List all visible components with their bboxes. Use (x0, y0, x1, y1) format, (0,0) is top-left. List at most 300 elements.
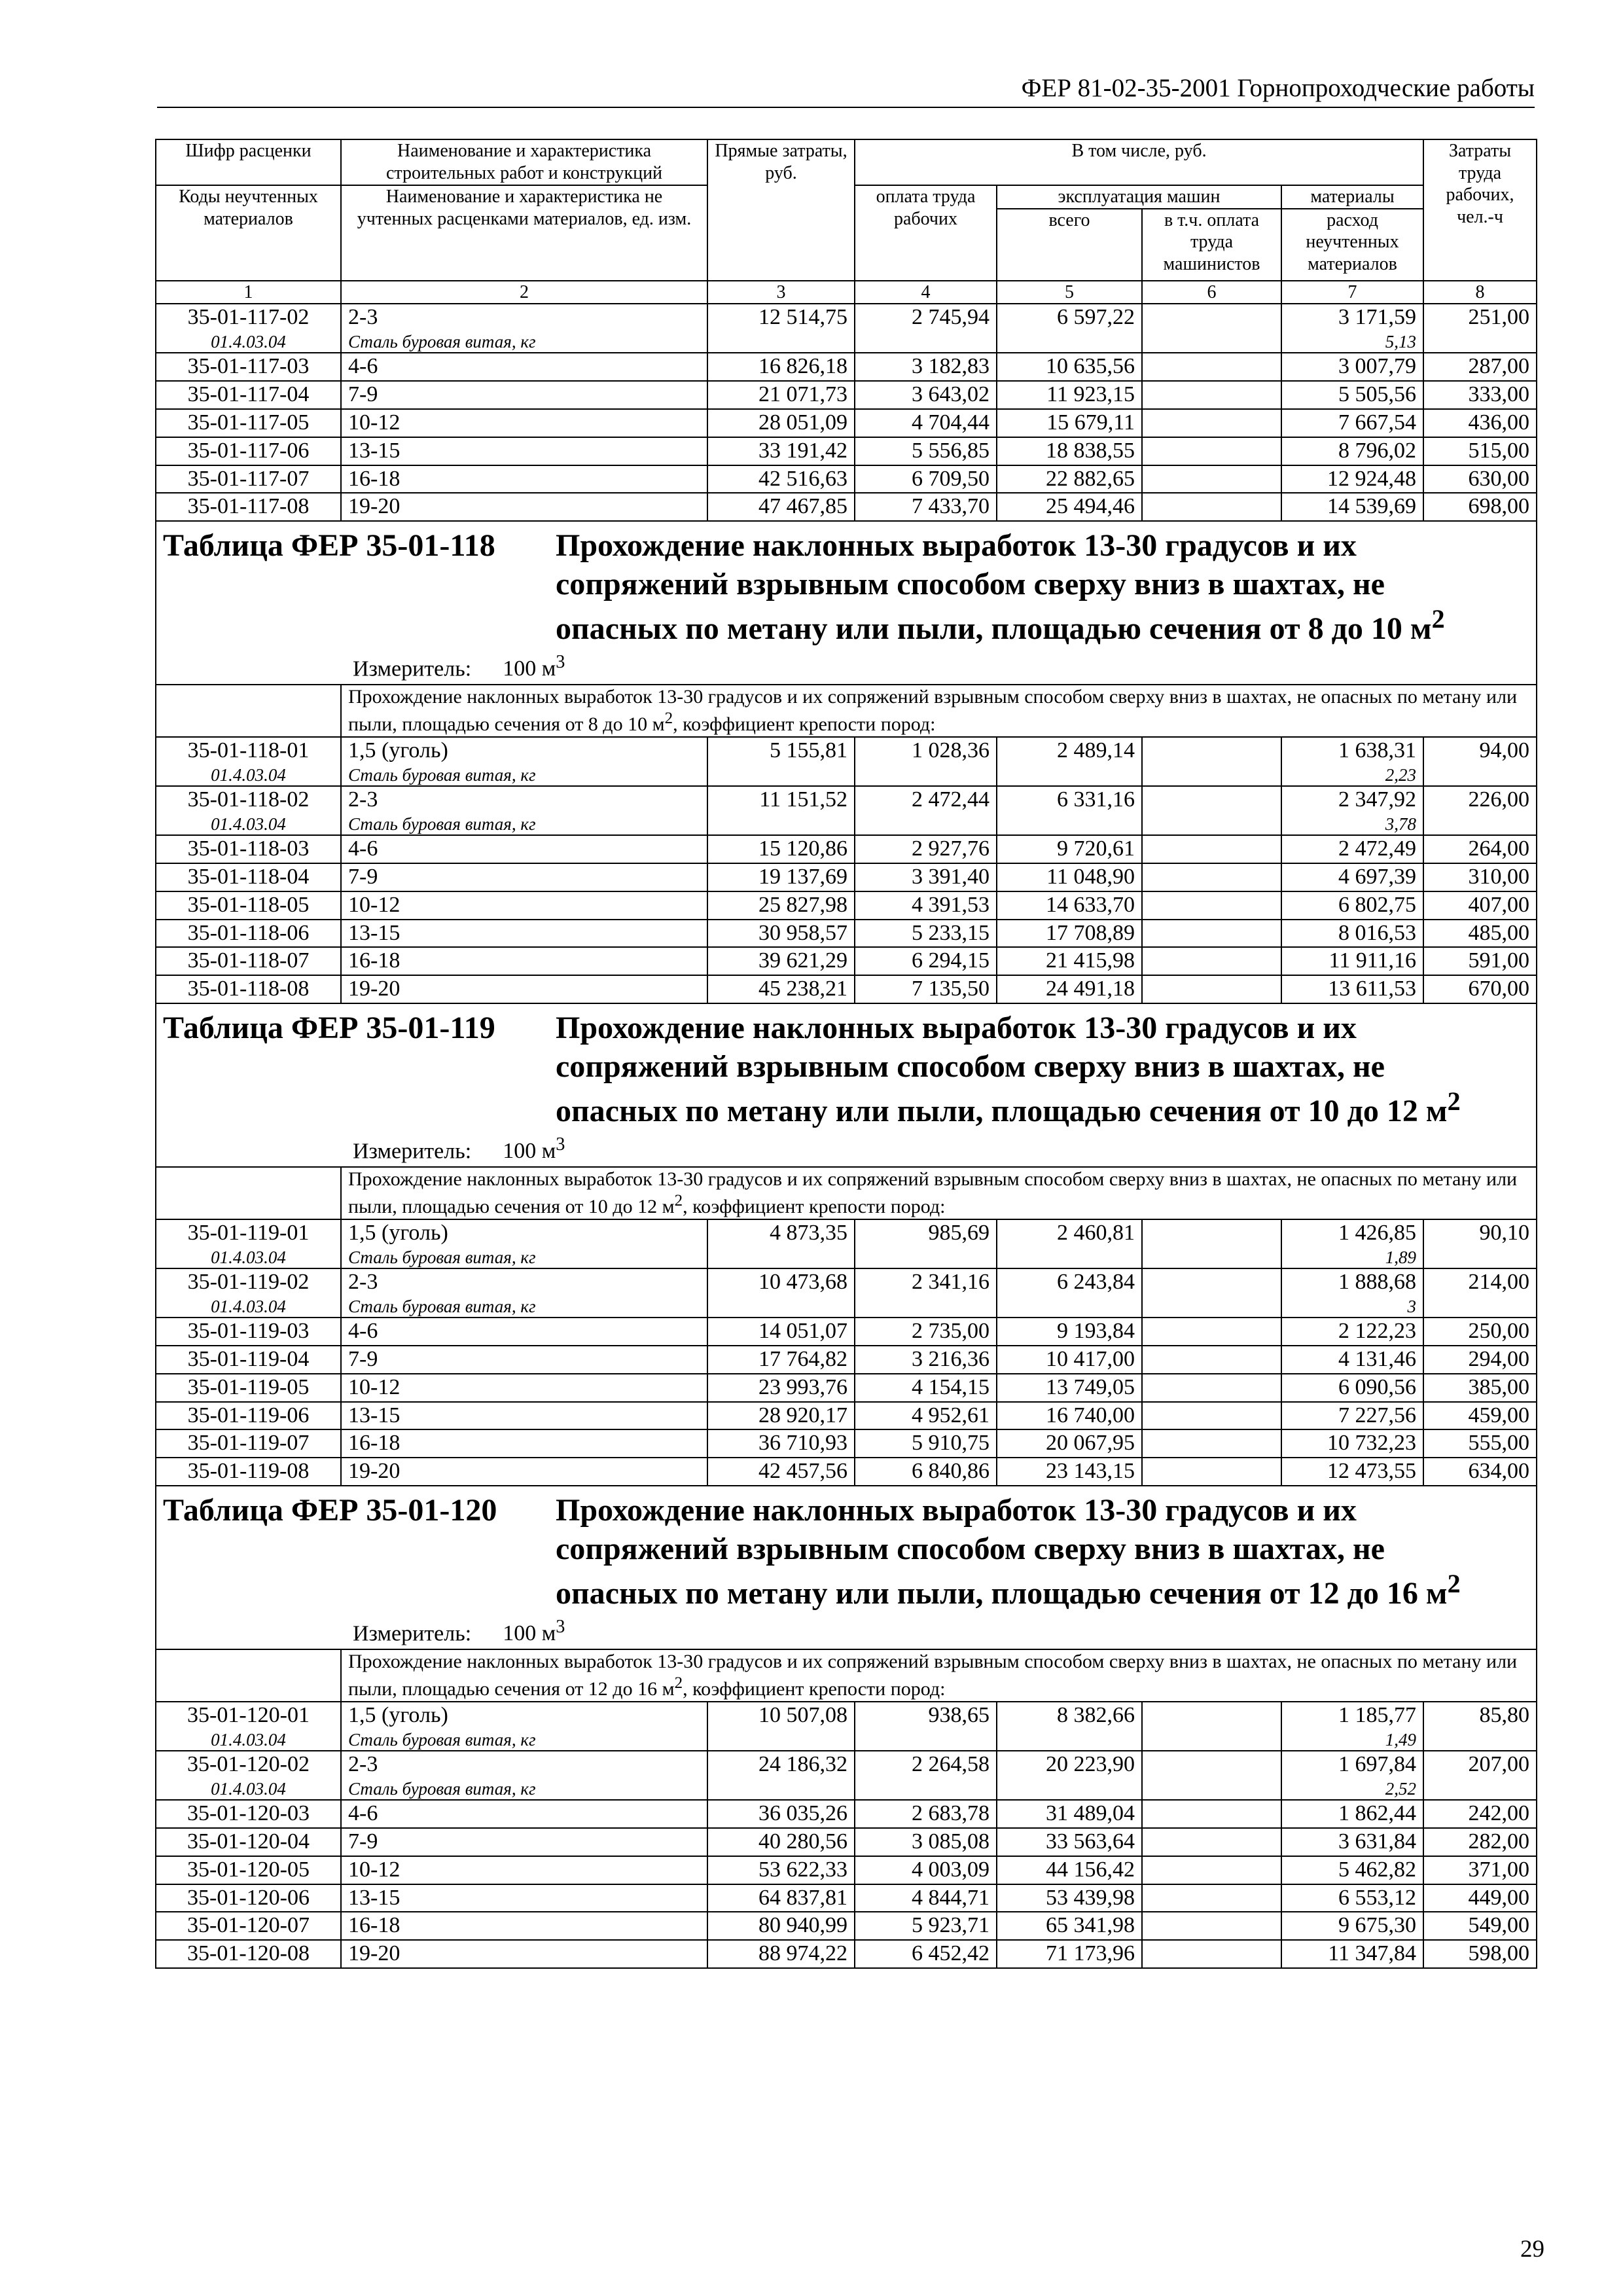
machinists-pay (1142, 1458, 1281, 1486)
rate-code: 35-01-120-01 (156, 1702, 341, 1729)
table-row (156, 975, 1537, 1003)
table-row (156, 1940, 1537, 1968)
empty-cell (1423, 814, 1537, 835)
work-name: 2-3 (341, 786, 707, 814)
direct-costs: 10 473,68 (707, 1268, 855, 1296)
table-row (156, 465, 1537, 493)
materials-cost: 2 472,49 (1281, 835, 1423, 863)
direct-costs: 39 621,29 (707, 947, 855, 975)
table-title-line-text: Прохождение наклонных выработок 13-30 градусов и их (556, 1493, 1357, 1528)
direct-costs: 12 514,75 (707, 304, 855, 331)
table-title-block (156, 1003, 1537, 1167)
table-title-line-text: Прохождение наклонных выработок 13-30 градусов и их (556, 1011, 1357, 1046)
machinists-pay (1142, 1940, 1281, 1968)
machines-total: 9 193,84 (997, 1318, 1142, 1346)
description-empty-cell (156, 685, 341, 737)
labor-hours: 214,00 (1423, 1268, 1537, 1296)
direct-costs: 24 186,32 (707, 1751, 855, 1778)
empty-cell (855, 1729, 997, 1751)
labor-hours: 207,00 (1423, 1751, 1537, 1778)
work-name: 19-20 (341, 1458, 707, 1486)
machines-total: 22 882,65 (997, 465, 1142, 493)
table-title-line (556, 603, 1529, 649)
materials-cost: 3 171,59 (1281, 304, 1423, 331)
labor-pay: 2 264,58 (855, 1751, 997, 1778)
labor-hours: 287,00 (1423, 353, 1537, 381)
labor-hours: 407,00 (1423, 891, 1537, 920)
table-title-row (156, 1486, 1537, 1649)
material-row (156, 814, 1537, 835)
rate-code: 35-01-119-05 (156, 1374, 341, 1402)
material-name: Сталь буровая витая, кг (341, 331, 707, 353)
empty-cell (1142, 1247, 1281, 1268)
empty-cell (997, 764, 1142, 786)
direct-costs: 28 051,09 (707, 409, 855, 437)
table-row (156, 1702, 1537, 1729)
labor-pay: 2 341,16 (855, 1268, 997, 1296)
labor-hours: 264,00 (1423, 835, 1537, 863)
table-title (163, 527, 1529, 649)
description-superscript: 2 (674, 1191, 683, 1210)
work-name: 2-3 (341, 1268, 707, 1296)
column-number: 5 (997, 281, 1142, 304)
table-title-line (556, 1530, 1529, 1569)
rate-code: 35-01-119-01 (156, 1219, 341, 1247)
work-name: 13-15 (341, 920, 707, 948)
labor-pay: 3 085,08 (855, 1828, 997, 1856)
machinists-pay (1142, 1912, 1281, 1940)
table-row (156, 353, 1537, 381)
work-name: 13-15 (341, 437, 707, 465)
empty-cell (1423, 331, 1537, 353)
direct-costs: 64 837,81 (707, 1884, 855, 1912)
direct-costs: 45 238,21 (707, 975, 855, 1003)
table-row (156, 786, 1537, 814)
table-row (156, 1318, 1537, 1346)
table-title-line-text: опасных по метану или пыли, площадью сечения от 10 до 12 м (556, 1094, 1448, 1129)
machinists-pay (1142, 947, 1281, 975)
materials-cost: 4 697,39 (1281, 863, 1423, 891)
work-name: 7-9 (341, 381, 707, 409)
work-name: 7-9 (341, 1828, 707, 1856)
labor-hours: 385,00 (1423, 1374, 1537, 1402)
rate-code: 35-01-119-04 (156, 1346, 341, 1374)
labor-hours: 449,00 (1423, 1884, 1537, 1912)
material-row (156, 1778, 1537, 1800)
labor-hours: 698,00 (1423, 493, 1537, 521)
header-machines: эксплуатация машин (997, 185, 1281, 209)
rate-code: 35-01-117-05 (156, 409, 341, 437)
column-number: 1 (156, 281, 341, 304)
measure-unit (353, 1613, 1529, 1649)
material-code: 01.4.03.04 (156, 1729, 341, 1751)
material-quantity: 2,52 (1281, 1778, 1423, 1800)
table-title-line-text: Прохождение наклонных выработок 13-30 градусов и их (556, 528, 1357, 564)
work-name: 16-18 (341, 947, 707, 975)
empty-cell (997, 1296, 1142, 1318)
rate-code: 35-01-120-06 (156, 1884, 341, 1912)
machinists-pay (1142, 1702, 1281, 1729)
table-row (156, 409, 1537, 437)
machinists-pay (1142, 1856, 1281, 1884)
title-superscript: 2 (1447, 1086, 1461, 1117)
rate-code: 35-01-117-08 (156, 493, 341, 521)
rate-code: 35-01-118-06 (156, 920, 341, 948)
labor-hours: 591,00 (1423, 947, 1537, 975)
labor-hours: 226,00 (1423, 786, 1537, 814)
materials-cost: 5 462,82 (1281, 1856, 1423, 1884)
materials-cost: 2 122,23 (1281, 1318, 1423, 1346)
empty-cell (707, 1247, 855, 1268)
measure-value: 100 м (503, 1621, 556, 1645)
labor-hours: 242,00 (1423, 1800, 1537, 1828)
material-quantity: 1,49 (1281, 1729, 1423, 1751)
measure-value: 100 м (503, 656, 556, 681)
table-row (156, 920, 1537, 948)
materials-cost: 12 924,48 (1281, 465, 1423, 493)
table-row (156, 863, 1537, 891)
machines-total: 44 156,42 (997, 1856, 1142, 1884)
rate-code: 35-01-117-06 (156, 437, 341, 465)
title-superscript: 2 (1431, 604, 1445, 634)
header-work-name: Наименование и характеристика строительных работ и конструкций (341, 139, 707, 185)
machinists-pay (1142, 1800, 1281, 1828)
material-code: 01.4.03.04 (156, 1296, 341, 1318)
labor-hours: 515,00 (1423, 437, 1537, 465)
labor-pay: 6 840,86 (855, 1458, 997, 1486)
header-machinists-pay: в т.ч. оплата труда машинистов (1142, 209, 1281, 281)
materials-cost: 14 539,69 (1281, 493, 1423, 521)
table-row (156, 835, 1537, 863)
table-title-line-text: опасных по метану или пыли, площадью сечения от 8 до 10 м (556, 611, 1432, 647)
empty-cell (997, 1778, 1142, 1800)
table-row (156, 737, 1537, 764)
empty-cell (1142, 814, 1281, 835)
rate-code: 35-01-119-08 (156, 1458, 341, 1486)
rate-code: 35-01-120-08 (156, 1940, 341, 1968)
table-row (156, 1346, 1537, 1374)
header-materials-unaccounted: расход неучтенных материалов (1281, 209, 1423, 281)
work-name: 7-9 (341, 863, 707, 891)
labor-pay: 1 028,36 (855, 737, 997, 764)
machines-total: 14 633,70 (997, 891, 1142, 920)
machines-total: 15 679,11 (997, 409, 1142, 437)
materials-cost: 10 732,23 (1281, 1429, 1423, 1458)
header-material-codes: Коды неучтенных материалов (156, 185, 341, 281)
direct-costs: 33 191,42 (707, 437, 855, 465)
material-code: 01.4.03.04 (156, 1778, 341, 1800)
labor-hours: 459,00 (1423, 1402, 1537, 1430)
direct-costs: 53 622,33 (707, 1856, 855, 1884)
work-name: 4-6 (341, 1318, 707, 1346)
work-description-text: Прохождение наклонных выработок 13-30 градусов и их сопряжений взрывным способом сверху вниз в шахтах, не опасных по метану или пыли, площадью сечения от 12 до 16 м (348, 1650, 1518, 1700)
labor-pay: 4 952,61 (855, 1402, 997, 1430)
direct-costs: 28 920,17 (707, 1402, 855, 1430)
materials-cost: 9 675,30 (1281, 1912, 1423, 1940)
materials-cost: 2 347,92 (1281, 786, 1423, 814)
machinists-pay (1142, 1219, 1281, 1247)
machinists-pay (1142, 1374, 1281, 1402)
empty-cell (1423, 1729, 1537, 1751)
labor-pay: 7 135,50 (855, 975, 997, 1003)
machinists-pay (1142, 863, 1281, 891)
page-header: ФЕР 81-02-35-2001 Горнопроходческие работы (157, 73, 1535, 108)
machinists-pay (1142, 381, 1281, 409)
materials-cost: 1 185,77 (1281, 1702, 1423, 1729)
table-row (156, 304, 1537, 331)
direct-costs: 25 827,98 (707, 891, 855, 920)
materials-cost: 8 016,53 (1281, 920, 1423, 948)
rate-code: 35-01-118-02 (156, 786, 341, 814)
direct-costs: 88 974,22 (707, 1940, 855, 1968)
table-title (163, 1009, 1529, 1131)
empty-cell (707, 1296, 855, 1318)
empty-cell (855, 764, 997, 786)
table-number: Таблица ФЕР 35-01-118 (163, 528, 495, 564)
measure-label: Измеритель: (353, 1621, 472, 1645)
header-labor: Затраты труда рабочих, чел.-ч (1423, 139, 1537, 281)
machines-total: 25 494,46 (997, 493, 1142, 521)
header-materials: материалы (1281, 185, 1423, 209)
empty-cell (1142, 331, 1281, 353)
column-number: 7 (1281, 281, 1423, 304)
table-title-line (556, 1086, 1529, 1131)
work-name: 1,5 (уголь) (341, 1702, 707, 1729)
page-number: 29 (1520, 2236, 1544, 2263)
direct-costs: 17 764,82 (707, 1346, 855, 1374)
direct-costs: 42 516,63 (707, 465, 855, 493)
labor-pay: 7 433,70 (855, 493, 997, 521)
machines-total: 13 749,05 (997, 1374, 1142, 1402)
header-including: В том числе, руб. (855, 139, 1423, 185)
materials-cost: 1 862,44 (1281, 1800, 1423, 1828)
empty-cell (1142, 1296, 1281, 1318)
work-description-tail: , коэффициент крепости пород: (683, 1195, 946, 1217)
rate-code: 35-01-117-04 (156, 381, 341, 409)
labor-hours: 485,00 (1423, 920, 1537, 948)
materials-cost: 1 638,31 (1281, 737, 1423, 764)
rate-code: 35-01-118-04 (156, 863, 341, 891)
empty-cell (707, 764, 855, 786)
machines-total: 8 382,66 (997, 1702, 1142, 1729)
direct-costs: 47 467,85 (707, 493, 855, 521)
labor-hours: 670,00 (1423, 975, 1537, 1003)
labor-hours: 250,00 (1423, 1318, 1537, 1346)
labor-pay: 2 745,94 (855, 304, 997, 331)
machines-total: 20 067,95 (997, 1429, 1142, 1458)
work-name: 10-12 (341, 1374, 707, 1402)
materials-cost: 11 347,84 (1281, 1940, 1423, 1968)
empty-cell (1142, 1729, 1281, 1751)
material-row (156, 764, 1537, 786)
material-row (156, 1296, 1537, 1318)
labor-hours: 634,00 (1423, 1458, 1537, 1486)
work-name: 10-12 (341, 409, 707, 437)
table-row (156, 1828, 1537, 1856)
materials-cost: 6 090,56 (1281, 1374, 1423, 1402)
machines-total: 33 563,64 (997, 1828, 1142, 1856)
material-quantity: 3 (1281, 1296, 1423, 1318)
direct-costs: 15 120,86 (707, 835, 855, 863)
table-number: Таблица ФЕР 35-01-119 (163, 1011, 495, 1046)
labor-hours: 294,00 (1423, 1346, 1537, 1374)
table-row (156, 1268, 1537, 1296)
work-name: 13-15 (341, 1402, 707, 1430)
machines-total: 53 439,98 (997, 1884, 1142, 1912)
direct-costs: 5 155,81 (707, 737, 855, 764)
labor-hours: 549,00 (1423, 1912, 1537, 1940)
labor-pay: 3 643,02 (855, 381, 997, 409)
machines-total: 10 417,00 (997, 1346, 1142, 1374)
table-body (156, 304, 1537, 1968)
empty-cell (707, 331, 855, 353)
labor-pay: 938,65 (855, 1702, 997, 1729)
labor-pay: 3 391,40 (855, 863, 997, 891)
table-title-row (156, 1003, 1537, 1167)
table-title-text (556, 1009, 1529, 1131)
empty-cell (855, 331, 997, 353)
labor-pay: 985,69 (855, 1219, 997, 1247)
labor-pay: 5 910,75 (855, 1429, 997, 1458)
material-code: 01.4.03.04 (156, 764, 341, 786)
work-description (341, 685, 1537, 737)
table-title-text (556, 527, 1529, 649)
empty-cell (855, 1296, 997, 1318)
machinists-pay (1142, 1751, 1281, 1778)
column-number: 4 (855, 281, 997, 304)
empty-cell (707, 814, 855, 835)
machinists-pay (1142, 1268, 1281, 1296)
material-name: Сталь буровая витая, кг (341, 1729, 707, 1751)
table-title-line-text: опасных по метану или пыли, площадью сечения от 12 до 16 м (556, 1576, 1448, 1611)
labor-hours: 555,00 (1423, 1429, 1537, 1458)
table-title (163, 1492, 1529, 1613)
labor-hours: 333,00 (1423, 381, 1537, 409)
measure-unit (353, 649, 1529, 684)
labor-hours: 94,00 (1423, 737, 1537, 764)
direct-costs: 4 873,35 (707, 1219, 855, 1247)
materials-cost: 1 426,85 (1281, 1219, 1423, 1247)
materials-cost: 3 631,84 (1281, 1828, 1423, 1856)
table-title-line (556, 1568, 1529, 1613)
material-name: Сталь буровая витая, кг (341, 1778, 707, 1800)
labor-hours: 436,00 (1423, 409, 1537, 437)
table-row (156, 493, 1537, 521)
empty-cell (855, 814, 997, 835)
table-title-line (556, 1492, 1529, 1530)
empty-cell (997, 1729, 1142, 1751)
table-row (156, 1751, 1537, 1778)
labor-pay: 5 556,85 (855, 437, 997, 465)
rate-code: 35-01-118-08 (156, 975, 341, 1003)
machines-total: 20 223,90 (997, 1751, 1142, 1778)
direct-costs: 11 151,52 (707, 786, 855, 814)
table-row (156, 947, 1537, 975)
table-row (156, 1912, 1537, 1940)
machinists-pay (1142, 493, 1281, 521)
title-superscript: 2 (1447, 1569, 1461, 1599)
work-description-text: Прохождение наклонных выработок 13-30 градусов и их сопряжений взрывным способом сверху вниз в шахтах, не опасных по метану или пыли, площадью сечения от 10 до 12 м (348, 1168, 1518, 1217)
work-name: 16-18 (341, 1912, 707, 1940)
machines-total: 24 491,18 (997, 975, 1142, 1003)
table-row (156, 437, 1537, 465)
machinists-pay (1142, 920, 1281, 948)
direct-costs: 23 993,76 (707, 1374, 855, 1402)
machinists-pay (1142, 1346, 1281, 1374)
description-empty-cell (156, 1167, 341, 1219)
direct-costs: 40 280,56 (707, 1828, 855, 1856)
work-name: 2-3 (341, 304, 707, 331)
machines-total: 65 341,98 (997, 1912, 1142, 1940)
machinists-pay (1142, 975, 1281, 1003)
rate-code: 35-01-118-01 (156, 737, 341, 764)
machinists-pay (1142, 737, 1281, 764)
materials-cost: 5 505,56 (1281, 381, 1423, 409)
empty-cell (1423, 1296, 1537, 1318)
measure-superscript: 3 (556, 1134, 565, 1155)
materials-cost: 1 888,68 (1281, 1268, 1423, 1296)
rate-code: 35-01-118-03 (156, 835, 341, 863)
description-row (156, 1649, 1537, 1702)
machinists-pay (1142, 437, 1281, 465)
labor-hours: 630,00 (1423, 465, 1537, 493)
machinists-pay (1142, 835, 1281, 863)
empty-cell (1423, 764, 1537, 786)
machinists-pay (1142, 1828, 1281, 1856)
table-row (156, 1402, 1537, 1430)
table-header (156, 139, 1537, 304)
labor-hours: 282,00 (1423, 1828, 1537, 1856)
empty-cell (997, 1247, 1142, 1268)
empty-cell (1423, 1778, 1537, 1800)
header-direct-costs: Прямые затраты, руб. (707, 139, 855, 281)
column-number: 3 (707, 281, 855, 304)
machinists-pay (1142, 1402, 1281, 1430)
rate-code: 35-01-120-02 (156, 1751, 341, 1778)
work-name: 2-3 (341, 1751, 707, 1778)
labor-pay: 3 182,83 (855, 353, 997, 381)
table-row (156, 1429, 1537, 1458)
direct-costs: 10 507,08 (707, 1702, 855, 1729)
machinists-pay (1142, 465, 1281, 493)
machines-total: 6 597,22 (997, 304, 1142, 331)
direct-costs: 36 035,26 (707, 1800, 855, 1828)
material-code: 01.4.03.04 (156, 814, 341, 835)
material-quantity: 5,13 (1281, 331, 1423, 353)
labor-pay: 2 735,00 (855, 1318, 997, 1346)
direct-costs: 19 137,69 (707, 863, 855, 891)
machines-total: 9 720,61 (997, 835, 1142, 863)
empty-cell (707, 1778, 855, 1800)
work-name: 1,5 (уголь) (341, 737, 707, 764)
rate-code: 35-01-117-07 (156, 465, 341, 493)
table-row (156, 1458, 1537, 1486)
labor-pay: 2 927,76 (855, 835, 997, 863)
materials-cost: 3 007,79 (1281, 353, 1423, 381)
materials-cost: 12 473,55 (1281, 1458, 1423, 1486)
material-code: 01.4.03.04 (156, 331, 341, 353)
empty-cell (1142, 1778, 1281, 1800)
machinists-pay (1142, 1429, 1281, 1458)
table-title-line (556, 527, 1529, 565)
rate-code: 35-01-117-03 (156, 353, 341, 381)
empty-cell (1423, 1247, 1537, 1268)
labor-pay: 3 216,36 (855, 1346, 997, 1374)
rate-code: 35-01-119-06 (156, 1402, 341, 1430)
material-name: Сталь буровая витая, кг (341, 814, 707, 835)
machines-total: 10 635,56 (997, 353, 1142, 381)
machinists-pay (1142, 891, 1281, 920)
